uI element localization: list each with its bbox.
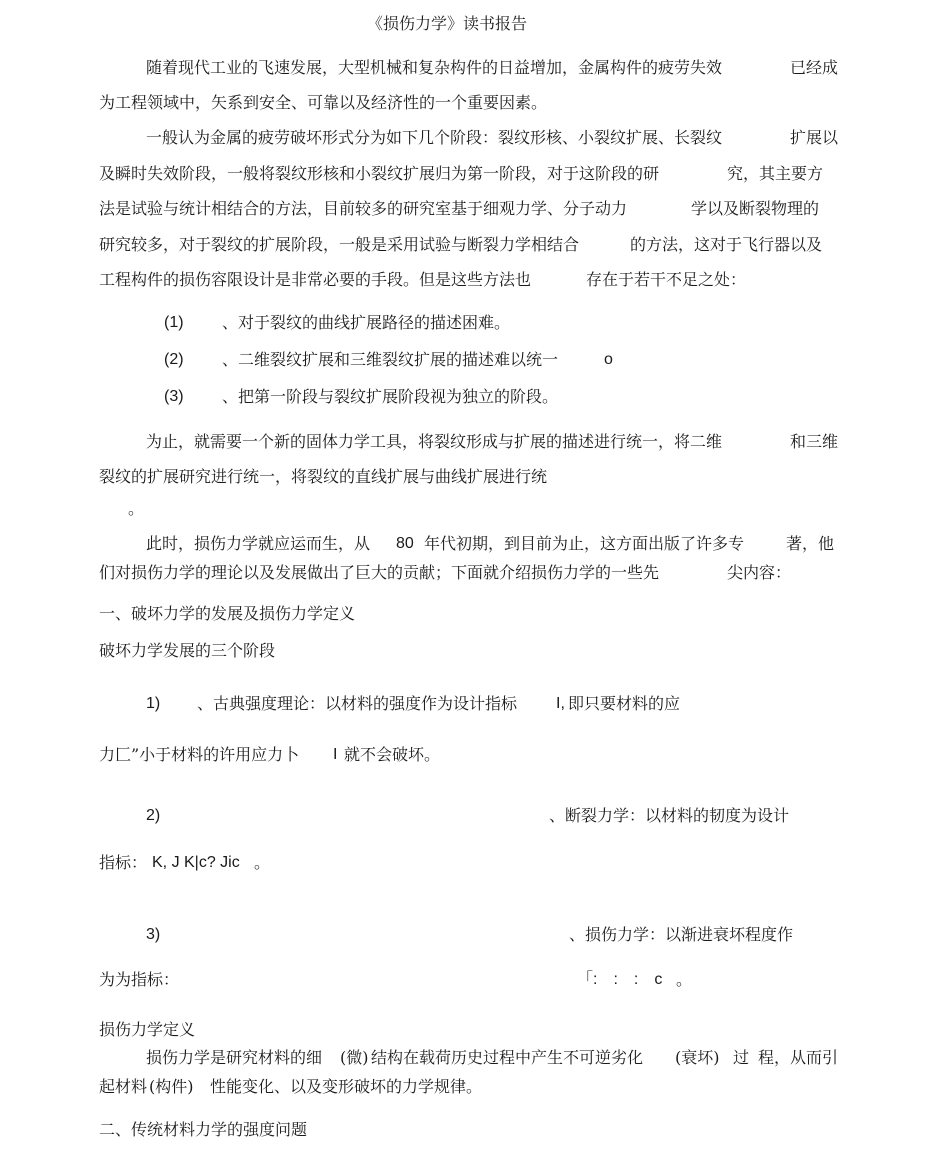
stage-1-line2c: 就不会破坏。: [344, 745, 441, 764]
list-item-2-number: (2): [164, 351, 184, 368]
stage-2-line2c: 。: [254, 853, 271, 872]
stage-3-text-a: 、损伤力学：以渐进衰坏程度作: [569, 925, 794, 944]
p2-line1a: 一般认为金属的疲劳破坏形式分为如下几个阶段：裂纹形核、小裂纹扩展、长裂纹: [146, 128, 723, 147]
definition-line2a: 起材料: [99, 1077, 148, 1096]
section-2-heading: 二、传统材料力学的强度问题: [99, 1120, 308, 1139]
definition-heading: 损伤力学定义: [99, 1020, 196, 1039]
p2-line2a: 及瞬时失效阶段，一般将裂纹形核和小裂纹扩展归为第一阶段，对于这阶段的研: [99, 164, 660, 183]
p2-line5a: 工程构件的损伤容限设计是非常必要的手段。但是这些方法也: [99, 270, 532, 289]
definition-line1d: (衰坏): [675, 1048, 720, 1067]
stage-2-text-a: 、断裂力学：以材料的韧度为设计: [549, 806, 790, 825]
stage-1-text-a: 、古典强度理论：以材料的强度作为设计指标: [197, 694, 518, 713]
stage-1-line2a: 力匚”小于材料的许用应力卜: [99, 745, 300, 764]
p1-line2: 为工程领域中，矢系到安全、可靠以及经济性的一个重要因素。: [99, 93, 548, 112]
p2-line4a: 研究较多，对于裂纹的扩展阶段，一般是采用试验与断裂力学相结合: [99, 235, 580, 254]
definition-line2c: 性能变化、以及变形破坏的力学规律。: [210, 1077, 483, 1096]
stage-3-number: 3): [146, 926, 161, 943]
p3-line2: 裂纹的扩展研究进行统一，将裂纹的直线扩展与曲线扩展进行统: [99, 467, 548, 486]
p3-line1a: 为止，就需要一个新的固体力学工具，将裂纹形成与扩展的描述进行统一，将二维: [146, 432, 723, 451]
p2-line3a: 法是试验与统计相结合的方法，目前较多的研究室基于细观力学、分子动力: [99, 199, 628, 218]
list-item-2-text: 、二维裂纹扩展和三维裂纹扩展的描述难以统一: [222, 350, 559, 369]
p2-line1b: 扩展以: [790, 128, 839, 147]
p2-line2b: 究，其主要方: [727, 164, 824, 183]
p1-line1b: 已经成: [790, 58, 839, 77]
definition-line1b: (微): [340, 1048, 369, 1067]
stage-2-number: 2): [146, 807, 161, 824]
definition-line1f: 程，从而引: [758, 1048, 839, 1067]
stage-3-line2a: 为为指标：: [99, 970, 180, 989]
p3-line1b: 和三维: [790, 432, 839, 451]
p2-line5b: 存在于若干不足之处：: [586, 270, 747, 289]
definition-line1a: 损伤力学是研究材料的细: [146, 1048, 323, 1067]
list-item-3-number: (3): [164, 388, 184, 405]
list-item-3-text: 、把第一阶段与裂纹扩展阶段视为独立的阶段。: [222, 387, 559, 406]
stage-2-line2a: 指标：: [99, 853, 148, 872]
list-item-2-tail: o: [604, 351, 613, 368]
list-item-1-text: 、对于裂纹的曲线扩展路径的描述困难。: [222, 313, 511, 332]
p4-line1a: 此时，损伤力学就应运而生，从: [146, 534, 371, 553]
stage-3-line2c: 。: [676, 970, 693, 989]
p3-line3: 。: [128, 499, 145, 518]
list-item-1-number: (1): [164, 314, 184, 331]
p1-line1a: 随着现代工业的飞速发展，大型机械和复杂构件的日益增加，金属构件的疲劳失效: [146, 58, 723, 77]
document-title: 《损伤力学》读书报告: [367, 14, 528, 33]
definition-line2b: (构件): [149, 1077, 194, 1096]
subheading-three-stages: 破坏力学发展的三个阶段: [99, 641, 276, 660]
p2-line3b: 学以及断裂物理的: [691, 199, 820, 218]
stage-2-line2b: K, J K|c? Jic: [152, 854, 240, 871]
stage-1-text-b: I,: [556, 695, 565, 712]
p4-line1c: 著，他: [786, 534, 835, 553]
stage-1-line2b: I: [333, 746, 338, 763]
definition-line1c: 结构在载荷历史过程中产生不可逆劣化: [371, 1048, 644, 1067]
stage-1-number: 1): [146, 695, 161, 712]
stage-1-text-c: 即只要材料的应: [568, 694, 681, 713]
section-1-heading: 一、破坏力学的发展及损伤力学定义: [99, 604, 356, 623]
p2-line4b: 的方法，这对于飞行器以及: [630, 235, 823, 254]
p4-line2b: 尖内容：: [727, 563, 792, 582]
p4-line2a: 们对损伤力学的理论以及发展做出了巨大的贡献；下面就介绍损伤力学的一些先: [99, 563, 660, 582]
definition-line1e: 过: [733, 1048, 750, 1067]
p4-line1b: 年代初期，到目前为止，这方面出版了许多专: [424, 534, 745, 553]
stage-3-line2b: 「: : : c: [577, 971, 663, 988]
p4-line1-number: 80: [396, 535, 414, 552]
